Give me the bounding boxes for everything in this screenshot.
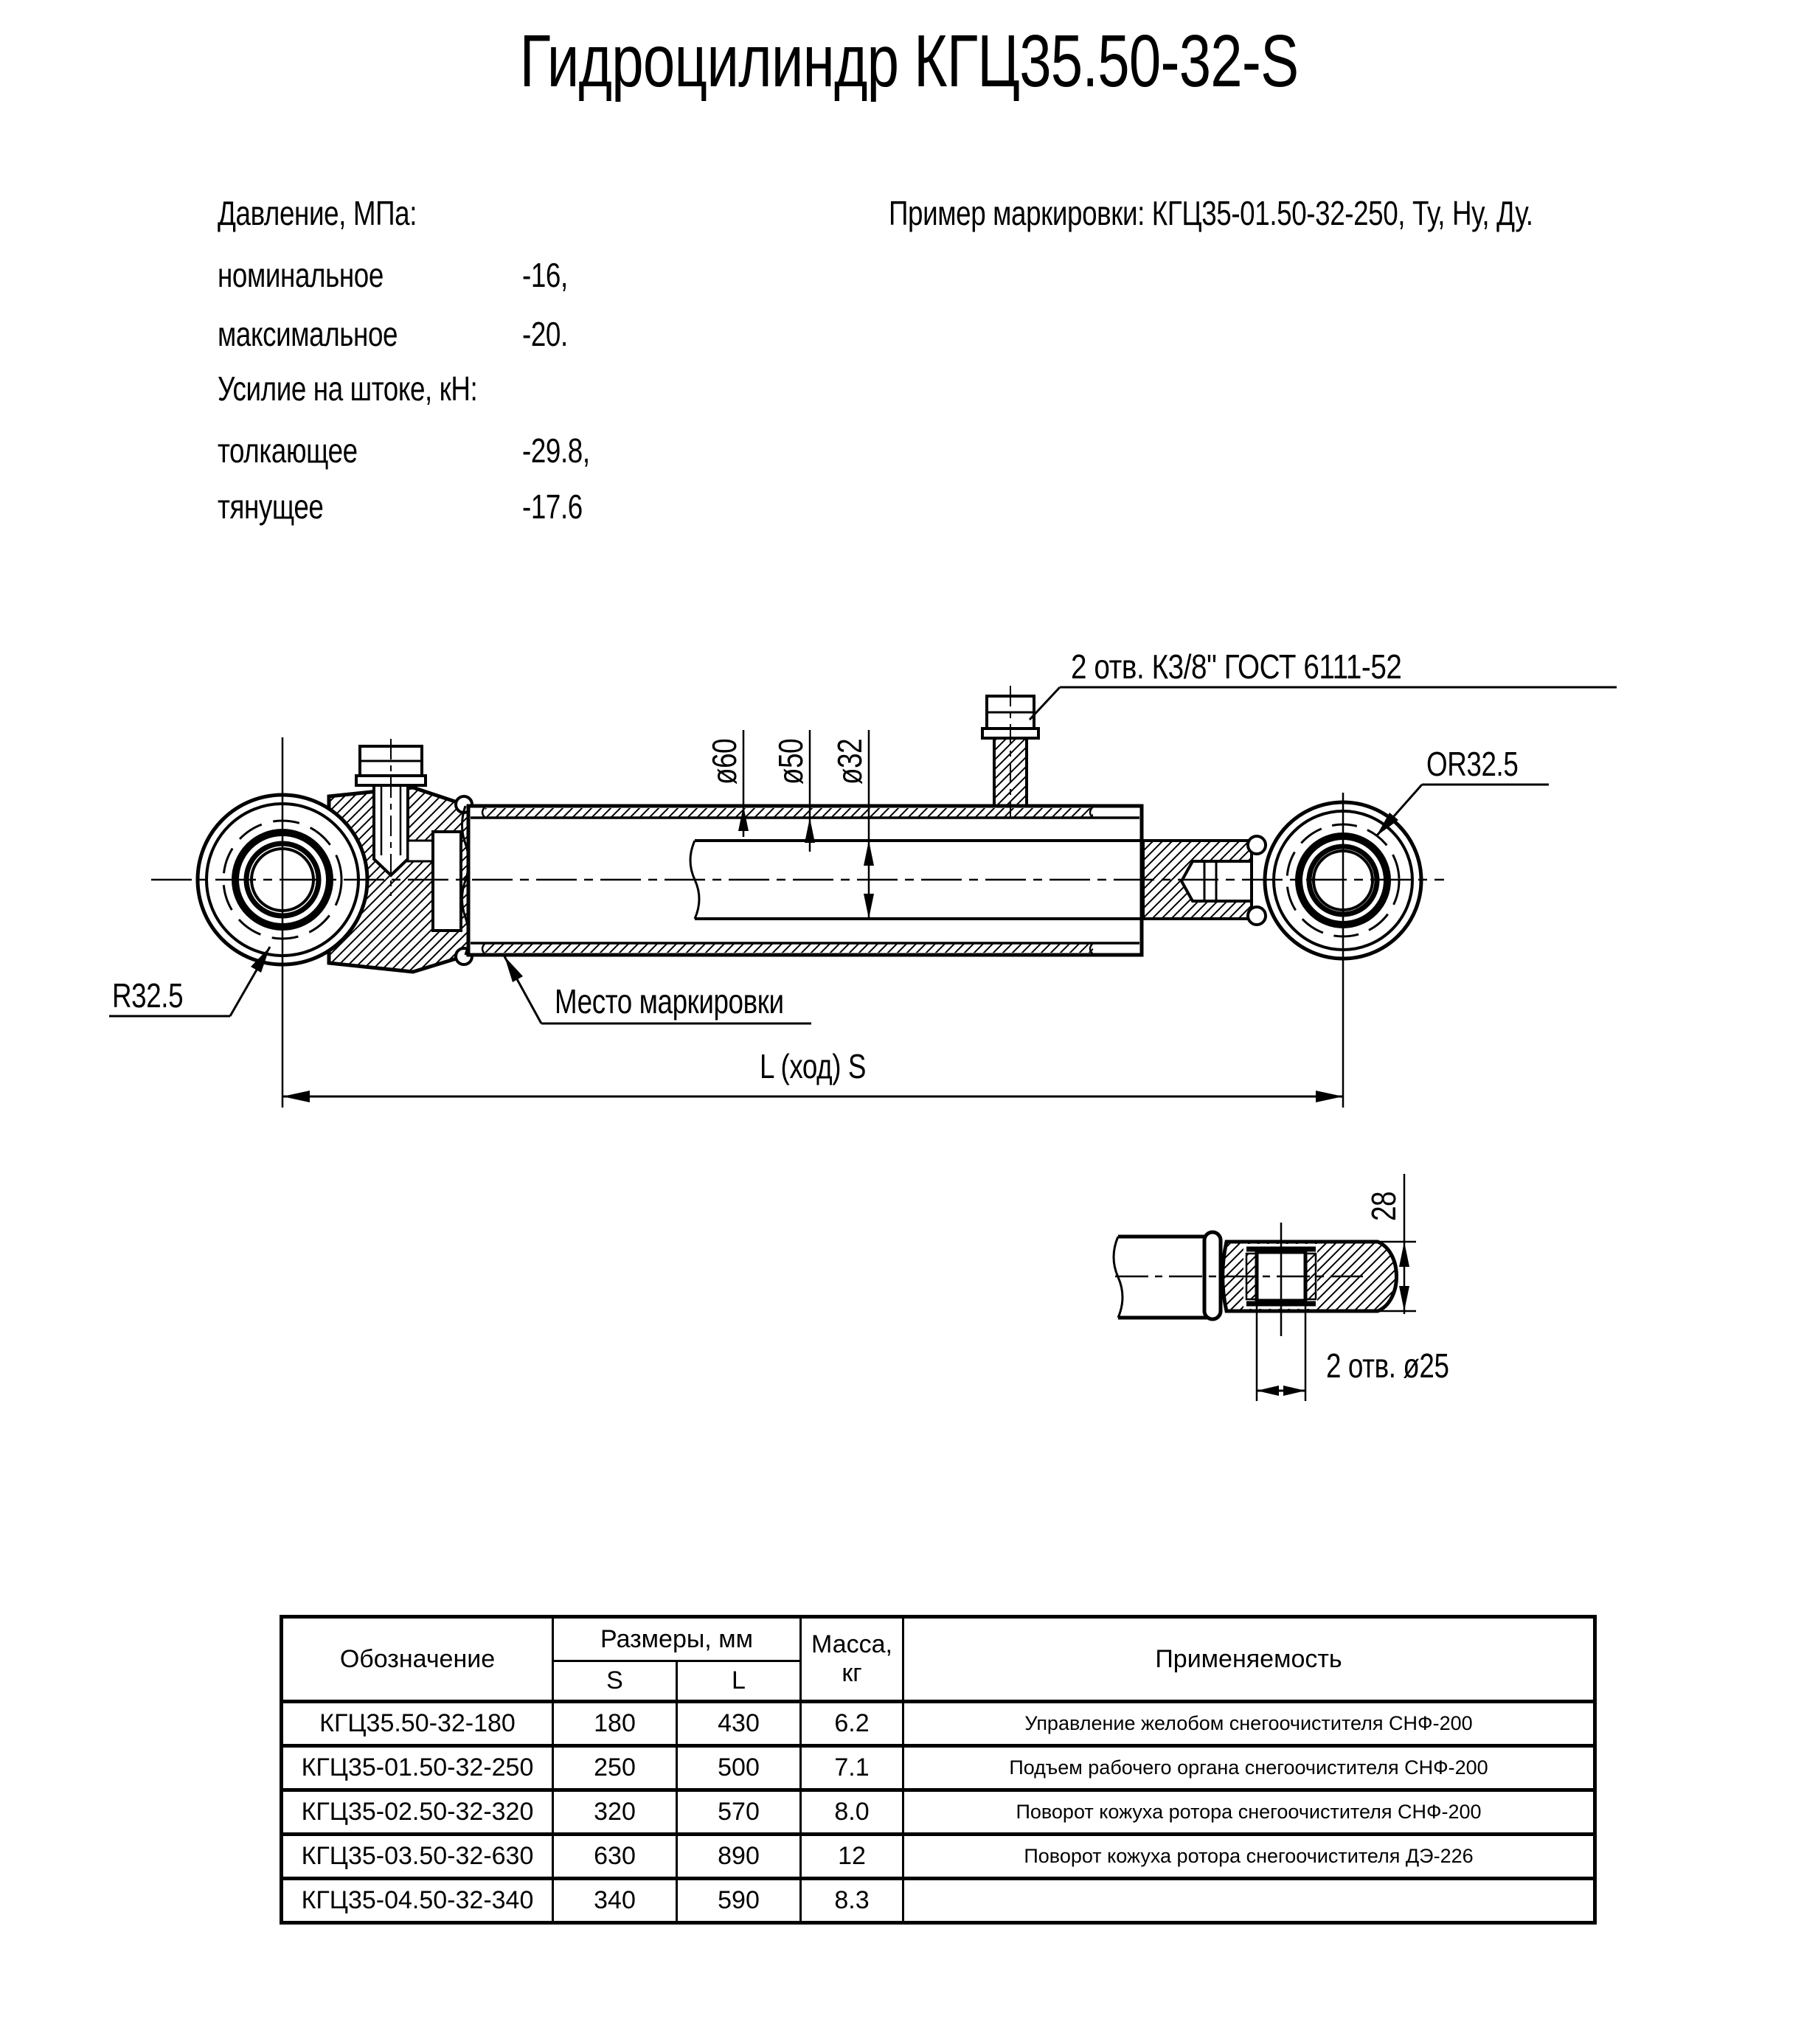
cell-l: 570 bbox=[677, 1790, 801, 1835]
pressure-nominal-label: номинальное bbox=[218, 256, 384, 294]
cell-mass: 8.0 bbox=[801, 1790, 903, 1835]
force-push-value: -29.8, bbox=[522, 431, 590, 470]
col-header-mass bbox=[801, 1617, 903, 1702]
cell-designation: КГЦ35-02.50-32-320 bbox=[282, 1790, 553, 1835]
cell-designation: КГЦ35-04.50-32-340 bbox=[282, 1879, 553, 1923]
marking-place-callout bbox=[504, 956, 811, 1023]
cell-mass: 12 bbox=[801, 1835, 903, 1879]
pressure-max-value: -20. bbox=[522, 315, 568, 353]
col-header-designation: Обозначение bbox=[282, 1617, 553, 1702]
dia60-label: ø60 bbox=[705, 738, 743, 785]
cell-l: 890 bbox=[677, 1835, 801, 1879]
cell-application bbox=[903, 1879, 1595, 1923]
cell-mass: 6.2 bbox=[801, 1702, 903, 1746]
ports-callout bbox=[1030, 648, 1617, 720]
table-row bbox=[282, 1790, 1595, 1835]
cell-l: 500 bbox=[677, 1746, 801, 1790]
col-header-s: S bbox=[553, 1661, 677, 1702]
eye-width-label: 28 bbox=[1364, 1191, 1403, 1221]
force-pull-label: тянущее bbox=[218, 487, 324, 526]
pressure-heading: Давление, МПа: bbox=[218, 194, 417, 232]
pressure-nominal-value: -16, bbox=[522, 256, 568, 294]
eye-holes-dimension bbox=[1257, 1305, 1449, 1401]
stroke-dim-label: L (ход) S bbox=[759, 1047, 867, 1085]
mass-header-line1: Масса, bbox=[811, 1630, 892, 1658]
col-header-dimensions: Размеры, мм bbox=[553, 1617, 801, 1661]
cell-s: 630 bbox=[553, 1835, 677, 1879]
cell-designation: КГЦ35-01.50-32-250 bbox=[282, 1746, 553, 1790]
cell-application: Поворот кожуха ротора снегоочистителя СНФ-200 bbox=[903, 1790, 1595, 1835]
cell-s: 180 bbox=[553, 1702, 677, 1746]
table-row bbox=[282, 1746, 1595, 1790]
cell-mass: 7.1 bbox=[801, 1746, 903, 1790]
sphere-radius-label: OR32.5 bbox=[1426, 745, 1519, 783]
applicability-table bbox=[280, 1615, 1597, 1925]
cell-s: 320 bbox=[553, 1790, 677, 1835]
radius-label: R32.5 bbox=[112, 976, 184, 1015]
cell-application: Управление желобом снегоочистителя СНФ-200 bbox=[903, 1702, 1595, 1746]
marking-example: Пример маркировки: КГЦ35-01.50-32-250, Ту, Ну, Ду. bbox=[889, 194, 1533, 232]
eye-holes-label: 2 отв. ø25 bbox=[1326, 1346, 1449, 1385]
force-push-label: толкающее bbox=[218, 431, 358, 470]
mass-header-line2: кг bbox=[842, 1659, 862, 1687]
table-row bbox=[282, 1702, 1595, 1746]
cell-s: 250 bbox=[553, 1746, 677, 1790]
cell-l: 590 bbox=[677, 1879, 801, 1923]
pressure-max-label: максимальное bbox=[218, 315, 398, 353]
sphere-radius-callout bbox=[1376, 745, 1549, 836]
cell-s: 340 bbox=[553, 1879, 677, 1923]
cell-designation: КГЦ35-03.50-32-630 bbox=[282, 1835, 553, 1879]
cell-application: Подъем рабочего органа снегоочистителя СНФ-200 bbox=[903, 1746, 1595, 1790]
page-title: Гидроцилиндр КГЦ35.50-32-S bbox=[519, 20, 1299, 102]
marking-place-label: Место маркировки bbox=[555, 982, 784, 1021]
cell-application: Поворот кожуха ротора снегоочистителя ДЭ-226 bbox=[903, 1835, 1595, 1879]
col-header-l: L bbox=[677, 1661, 801, 1702]
ports-callout-label: 2 отв. К3/8" ГОСТ 6111-52 bbox=[1071, 647, 1402, 686]
table-row bbox=[282, 1835, 1595, 1879]
dia50-label: ø50 bbox=[771, 738, 810, 785]
cell-l: 430 bbox=[677, 1702, 801, 1746]
force-heading: Усилие на штоке, кН: bbox=[218, 369, 478, 408]
cell-mass: 8.3 bbox=[801, 1879, 903, 1923]
table-row bbox=[282, 1879, 1595, 1923]
cell-designation: КГЦ35.50-32-180 bbox=[282, 1702, 553, 1746]
dia32-label: ø32 bbox=[830, 738, 869, 785]
force-pull-value: -17.6 bbox=[522, 487, 583, 526]
col-header-application: Применяемость bbox=[903, 1617, 1595, 1702]
